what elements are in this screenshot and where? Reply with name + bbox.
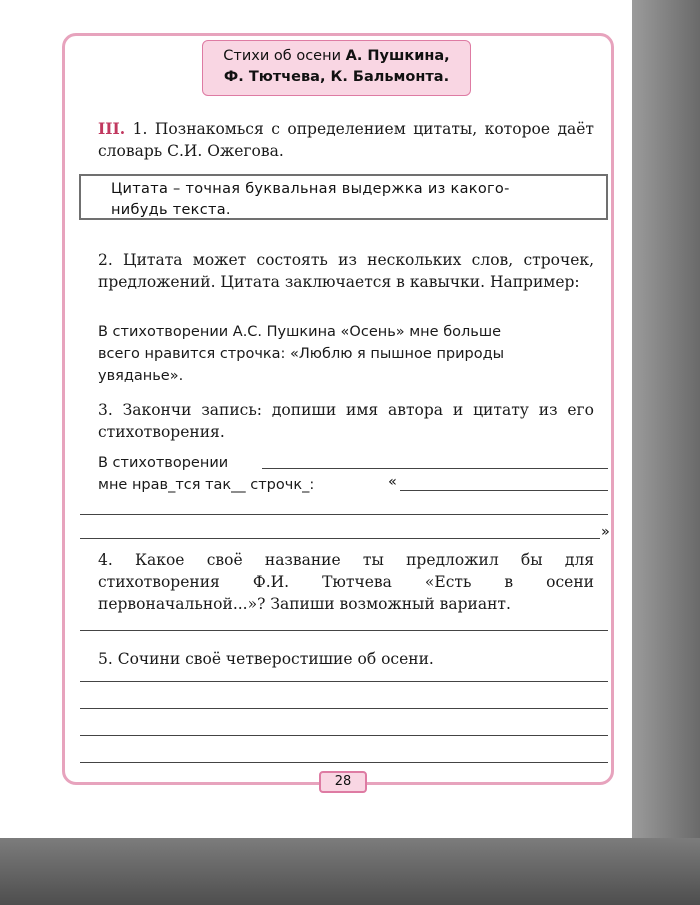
task-5: 5. Сочини своё четверостишие об осени. (98, 650, 434, 668)
example-quote: В стихотворении А.С. Пушкина «Осень» мне больше всего нравится строчка: «Люблю я пышное природы увяданье». (98, 324, 505, 384)
answer-line-quote-3[interactable] (80, 538, 600, 539)
title-line-2: Ф. Тютчева, К. Бальмонта. (223, 69, 450, 85)
answer-line-title[interactable] (80, 630, 608, 631)
task-4: 4. Какое своё название ты предложил бы для стихотворения Ф.И. Тютчева «Есть в осени первоначальной...»? Запиши возможный вариант. (98, 551, 594, 613)
answer-line-poem-4[interactable] (80, 762, 608, 763)
task-3-prompt-2: мне нрав_тся так__ строчк_: (98, 477, 315, 493)
answer-line-poem-1[interactable] (80, 681, 608, 682)
section-title (202, 40, 471, 96)
task-1: III. 1. Познакомься с определением цитаты, которое даёт словарь С.И. Ожегова. (98, 119, 594, 160)
answer-line-poem-2[interactable] (80, 708, 608, 709)
answer-line-quote-2[interactable] (80, 514, 608, 515)
answer-line-quote-1[interactable] (400, 490, 608, 491)
task-2: 2. Цитата может состоять из нескольких слов, строчек, предложений. Цитата заключается в кавычки. Например: (98, 251, 594, 291)
definition-box: Цитата – точная буквальная выдержка из какого- нибудь текста. (79, 174, 608, 220)
open-quote: « (388, 474, 397, 490)
page-number: 28 (319, 771, 367, 793)
scan-background-right (632, 0, 700, 905)
task-3-prompt-1: В стихотворении (98, 455, 229, 471)
scan-background-bottom (0, 838, 700, 905)
close-quote: » (601, 524, 610, 540)
section-number: III. (98, 119, 126, 138)
task-3: 3. Закончи запись: допиши имя автора и цитату из его стихотворения. (98, 401, 594, 441)
answer-line-author[interactable] (262, 468, 608, 469)
answer-line-poem-3[interactable] (80, 735, 608, 736)
title-line-1: Стихи об осени А. Пушкина, (223, 48, 450, 64)
